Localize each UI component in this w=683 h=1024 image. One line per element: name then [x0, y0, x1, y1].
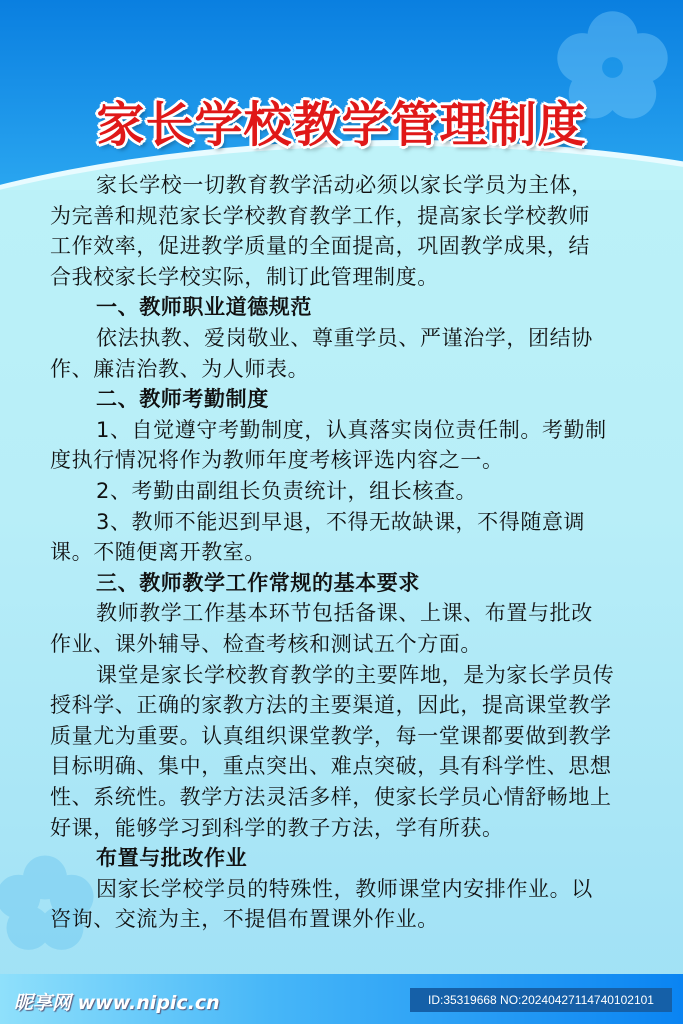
- section-heading: 布置与批改作业: [96, 846, 248, 871]
- body-line: 工作效率，促进教学质量的全面提高，巩固教学成果，结: [50, 234, 590, 259]
- body-line: 合我校家长学校实际，制订此管理制度。: [50, 264, 439, 289]
- section-heading: 三、教师教学工作常规的基本要求: [96, 570, 420, 595]
- body-line: 1、自觉遵守考勤制度，认真落实岗位责任制。考勤制: [96, 417, 607, 442]
- section-heading: 二、教师考勤制度: [96, 387, 269, 412]
- image-id: ID:35319668 NO:20240427114740102101: [410, 988, 672, 1012]
- body-line: 好课，能够学习到科学的教子方法，学有所获。: [50, 815, 504, 840]
- flower-decoration-icon: [0, 850, 100, 960]
- body-line: 咨询、交流为主，不提倡布置课外作业。: [50, 907, 439, 932]
- body-line: 课。不随便离开教室。: [50, 540, 266, 565]
- body-line: 授科学、正确的家教方法的主要渠道，因此，提高课堂教学: [50, 693, 612, 718]
- body-line: 质量尤为重要。认真组织课堂教学，每一堂课都要做到教学: [50, 723, 612, 748]
- body-line: 课堂是家长学校教育教学的主要阵地，是为家长学员传: [96, 662, 615, 687]
- body-line: 家长学校一切教育教学活动必须以家长学员为主体，: [96, 173, 593, 197]
- body-line: 目标明确、集中，重点突出、难点突破，具有科学性、思想: [50, 754, 612, 779]
- body-line: 度执行情况将作为教师年度考核评选内容之一。: [50, 448, 504, 473]
- body-line: 2、考勤由副组长负责统计，组长核查。: [96, 479, 478, 503]
- body-line: 3、教师不能迟到早退，不得无故缺课，不得随意调: [96, 509, 586, 534]
- poster-title: 家长学校教学管理制度: [96, 97, 587, 153]
- section-heading: 一、教师职业道德规范: [96, 295, 312, 320]
- body-line: 作业、课外辅导、检查考核和测试五个方面。: [50, 632, 482, 656]
- body-line: 为完善和规范家长学校教育教学工作，提高家长学校教师: [50, 203, 590, 228]
- body-line: 依法执教、爱岗敬业、尊重学员、严谨治学，团结协: [96, 326, 593, 350]
- body-line: 性、系统性。教学方法灵活多样，使家长学员心情舒畅地上: [50, 785, 612, 809]
- site-logo: 昵享网 www.nipic.cn: [14, 992, 220, 1014]
- body-line: 因家长学校学员的特殊性，教师课堂内安排作业。以: [96, 876, 593, 901]
- body-line: 教师教学工作基本环节包括备课、上课、布置与批改: [96, 601, 593, 626]
- watermark-bar: [0, 974, 683, 1024]
- body-line: 作、廉洁治教、为人师表。: [50, 356, 310, 381]
